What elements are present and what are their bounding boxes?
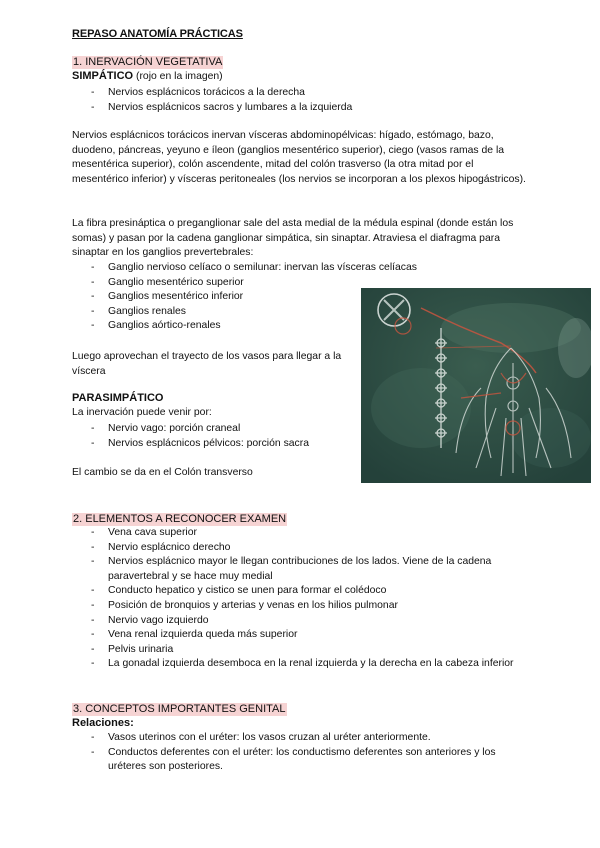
list-item: - Ganglios aórtico-renales — [72, 319, 472, 334]
simpatico-paragraph-1: Nervios esplácnicos torácicos inervan vísceras abdominopélvicas: hígado, estómago, bazo, duodeno, páncreas, yeyuno e íleon (ganglios mesentérico superior), ciego (vasos ramas de la mesentérica superior), colón ascendente, mitad del colón trasverso (la otra mitad por el mesentérico inferior) y vísceras peritoneales (los nervios se incorporan a los plexos hipogástricos). — [72, 130, 526, 185]
simpatico-bullets — [72, 86, 512, 115]
document-title: REPASO ANATOMÍA PRÁCTICAS — [72, 28, 243, 40]
list-item: - Ganglios mesentérico inferior — [72, 290, 472, 305]
section3-heading: 3. CONCEPTOS IMPORTANTES GENITAL — [73, 703, 286, 715]
list-item: - Nervios esplácnico mayor le llegan contribuciones de los lados. Viene de la cadena paravertebral y se hace muy medial — [72, 555, 534, 584]
parasimpatico-intro: La inervación puede venir por: — [72, 407, 212, 418]
section1-heading: 1. INERVACIÓN VEGETATIVA — [73, 56, 223, 68]
relaciones-heading: Relaciones: — [72, 717, 134, 729]
simpatico-paragraph-3: Luego aprovechan el trayecto de los vasos para llegar a la víscera — [72, 351, 342, 377]
list-item: - Nervios esplácnicos torácicos a la derecha — [72, 86, 512, 101]
list-item: - Conducto hepatico y cistico se unen para formar el colédoco — [72, 584, 534, 599]
parasimpatico-cambio: El cambio se da en el Colón transverso — [72, 467, 253, 478]
list-item: - Vena cava superior — [72, 526, 534, 541]
list-item: - Pelvis urinaria — [72, 643, 534, 658]
list-item: - Ganglios renales — [72, 305, 472, 320]
simpatico-label: SIMPÁTICO — [72, 70, 134, 82]
list-item: - Vena renal izquierda queda más superior — [72, 628, 534, 643]
list-item: - Nervio esplácnico derecho — [72, 541, 534, 556]
list-item: - Nervio vago izquierdo — [72, 614, 534, 629]
list-item: - La gonadal izquierda desemboca en la renal izquierda y la derecha en la cabeza inferior — [72, 657, 534, 672]
chalkboard-drawing — [361, 288, 591, 483]
list-item: - Nervios esplácnicos sacros y lumbares a la izquierda — [72, 101, 512, 116]
list-item: - Ganglio mesentérico superior — [72, 276, 472, 291]
list-item: - Nervios esplácnicos pélvicos: porción sacra — [72, 437, 357, 452]
section3-bullets — [72, 731, 534, 775]
list-item: - Posición de bronquios y arterias y venas en los hilios pulmonar — [72, 599, 534, 614]
simpatico-paragraph-2: La fibra presináptica o preganglionar sale del asta medial de la médula espinal (donde están los somas) y pasan por la cadena ganglionar simpática, sin sinaptar. Atraviesa el diafragma para sinaptar en los ganglios prevertebrales: — [72, 218, 514, 259]
list-item: - Vasos uterinos con el uréter: los vasos cruzan al uréter anteriormente. — [72, 731, 534, 746]
list-item: - Ganglio nervioso celíaco o semilunar: inervan las vísceras celíacas — [72, 261, 472, 276]
simpatico-heading — [72, 70, 223, 83]
list-item: - Nervio vago: porción craneal — [72, 422, 357, 437]
chalkboard-photo — [361, 288, 591, 483]
parasimpatico-heading: PARASIMPÁTICO — [72, 392, 164, 404]
list-item: - Conductos deferentes con el uréter: los conductismo deferentes son anteriores y los uréteres son posteriores. — [72, 746, 534, 775]
simpatico-note: (rojo en la imagen) — [133, 71, 223, 82]
parasimpatico-bullets — [72, 422, 357, 451]
section2-heading: 2. ELEMENTOS A RECONOCER EXAMEN — [73, 513, 287, 525]
section2-bullets — [72, 526, 534, 672]
